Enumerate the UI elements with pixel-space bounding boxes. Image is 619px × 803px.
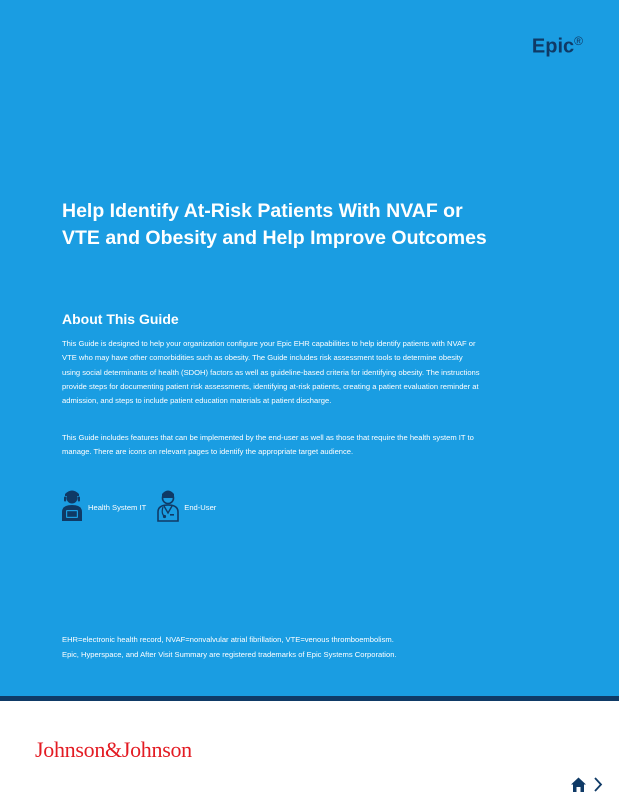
- page-navigation: [570, 776, 603, 798]
- footnotes: [62, 633, 397, 662]
- title-line-2: VTE and Obesity and Help Improve Outcomes: [62, 227, 487, 249]
- about-heading: About This Guide: [62, 311, 179, 327]
- footnote-trademarks: Epic, Hyperspace, and After Visit Summary are registered trademarks of Epic Systems Corporation.: [62, 649, 397, 659]
- clinician-icon: [156, 488, 180, 527]
- chevron-right-icon[interactable]: [593, 776, 603, 798]
- legend-health-system-it: [60, 488, 146, 527]
- legend-label-end-user: End-User: [184, 503, 217, 512]
- about-paragraph-2: This Guide includes features that can be implemented by the end-user as well as those that require the health system IT to manage. There are icons on relevant pages to identify the appropriate target audience.: [62, 433, 474, 457]
- footnote-abbreviations: EHR=electronic health record, NVAF=nonvalvular atrial fibrillation, VTE=venous thromboembolism.: [62, 635, 394, 644]
- audience-legend: [60, 488, 216, 527]
- legend-label-health-system-it: Health System IT: [88, 503, 147, 512]
- legend-end-user: [156, 488, 216, 527]
- epic-wordmark: Epic: [531, 35, 575, 58]
- page-title: [62, 198, 532, 252]
- johnson-and-johnson-logo: Johnson&Johnson: [35, 737, 192, 762]
- about-paragraph-1: This Guide is designed to help your organization configure your Epic EHR capabilities to help identify patients with NVAF or VTE who may have other comorbidities such as obesity. The Guide includes risk assessment tools to determine obesity using social determinants of health (SDOH) factors as well as guideline-based criteria for identifying obesity. The instructions provide steps for documenting patient risk assessments, identifying at-risk patients, creating a patient evaluation reminder at admission, and steps to include patient education materials at patient discharge.: [62, 339, 480, 406]
- registered-mark: ®: [574, 34, 583, 48]
- divider-stripe: [0, 696, 619, 701]
- home-icon[interactable]: [570, 776, 587, 798]
- it-person-icon: [60, 488, 84, 527]
- epic-logo: [532, 34, 583, 59]
- title-line-1: Help Identify At-Risk Patients With NVAF or: [62, 200, 463, 222]
